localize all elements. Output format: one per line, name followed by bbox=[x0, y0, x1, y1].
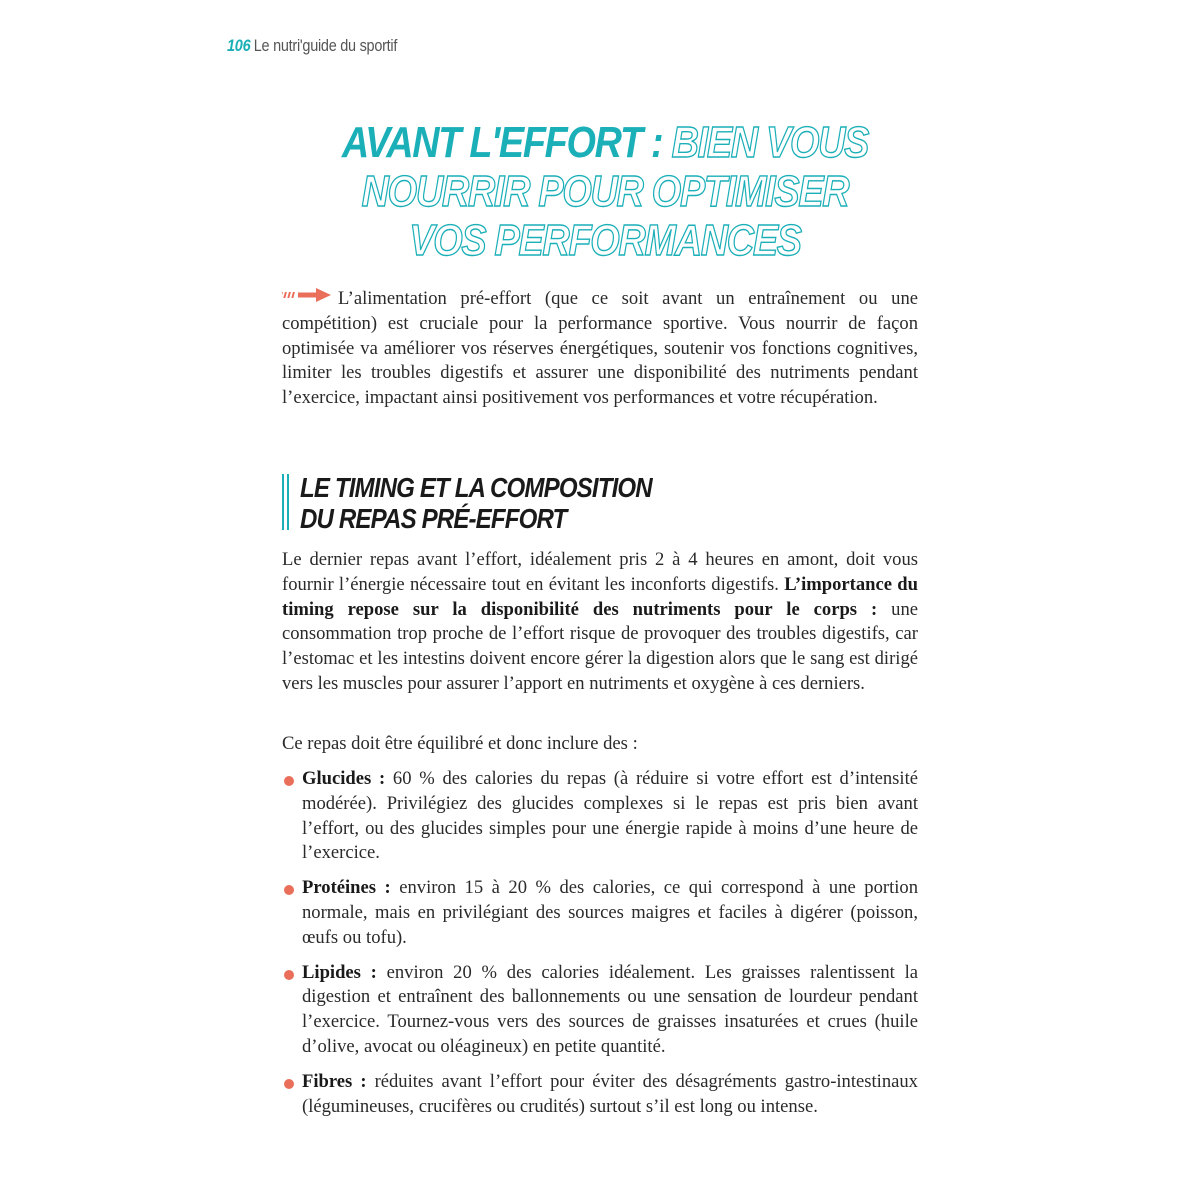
book-title: Le nutri'guide du sportif bbox=[253, 36, 398, 55]
list-item-text: réduites avant l’effort pour éviter des désagréments gastro-intestinaux (légumineuses, crucifères ou crudités) surtout s’il est long ou intense. bbox=[302, 1070, 918, 1117]
bullet-dot-icon bbox=[284, 776, 294, 786]
page-title bbox=[334, 118, 876, 265]
list-item-text: 60 % des calories du repas (à réduire si votre effort est d’intensité modérée). Privilégiez des glucides complexes si le repas est pris bien avant l’effort, ou des glucides simples pour une énergie rapide à moins d’une heure de l’exercice. bbox=[302, 768, 919, 864]
composition-intro: Ce repas doit être équilibré et donc inclure des : bbox=[282, 733, 638, 754]
bullet-dot-icon bbox=[284, 1079, 294, 1089]
title-solid-part: AVANT L'EFFORT : bbox=[341, 118, 663, 167]
list-item-glucides bbox=[282, 767, 918, 866]
title-outline-part-3: VOS PERFORMANCES bbox=[409, 216, 801, 265]
list-item-text: environ 20 % des calories idéalement. Les graisses ralentissent la digestion et entraînent des ballonnements ou une sensation de lourdeur pendant l’exercice. Tournez-vous vers des sources de graisses insaturées et crues (huile d’olive, avocat ou oléagineux) en petite quantité. bbox=[302, 961, 918, 1057]
list-item-label: Lipides : bbox=[302, 961, 377, 983]
list-item-text: environ 15 à 20 % des calories, ce qui correspond à une portion normale, mais en privilégiant des sources maigres et faciles à digérer (poisson, œufs ou tofu). bbox=[302, 877, 918, 948]
timing-text-bold: L’importance du timing repose sur la disponibilité des nutriments pour le corps : bbox=[282, 573, 918, 620]
timing-paragraph bbox=[282, 548, 918, 697]
title-outline-part-2: NOURRIR POUR OPTIMISER bbox=[361, 167, 849, 216]
title-outline-part-1: BIEN VOUS bbox=[671, 118, 869, 167]
section-heading-line-2: DU REPAS PRÉ-EFFORT bbox=[300, 503, 567, 534]
intro-paragraph bbox=[282, 287, 918, 411]
arrow-right-icon bbox=[282, 285, 332, 310]
list-item-proteines bbox=[282, 876, 918, 950]
bullet-dot-icon bbox=[284, 885, 294, 895]
list-item-label: Fibres : bbox=[302, 1070, 367, 1092]
running-header bbox=[227, 36, 397, 56]
intro-text: L’alimentation pré-effort (que ce soit avant un entraînement ou une compétition) est cruciale pour la performance sportive. Vous nourrir de façon optimisée va améliorer vos réserves énergétiques, soutenir vos fonctions cognitives, limiter les troubles digestifs et assurer une disponibilité des nutriments pendant l’exercice, impactant ainsi positivement vos performances et votre récupération. bbox=[282, 288, 918, 409]
list-item-label: Protéines : bbox=[302, 877, 391, 899]
nutrient-list bbox=[282, 767, 918, 1129]
list-item-lipides bbox=[282, 961, 918, 1060]
timing-text-start: Le dernier repas avant l’effort, idéalement pris 2 à 4 heures en amont, doit vous fournir l’énergie nécessaire tout en évitant les inconforts digestifs. bbox=[282, 549, 918, 595]
bullet-dot-icon bbox=[284, 970, 294, 980]
section-heading bbox=[282, 472, 709, 534]
list-item-fibres bbox=[282, 1070, 918, 1120]
page-number: 106 bbox=[227, 36, 251, 55]
list-item-label: Glucides : bbox=[302, 768, 386, 789]
timing-text-end: une consommation trop proche de l’effort risque de provoquer des troubles digestifs, car l’estomac et les intestins doivent encore gérer la digestion alors que le sang est dirigé vers les muscles pour assurer l’apport en nutriments et oxygène à ces derniers. bbox=[282, 598, 918, 694]
section-heading-line-1: LE TIMING ET LA COMPOSITION bbox=[300, 472, 652, 503]
